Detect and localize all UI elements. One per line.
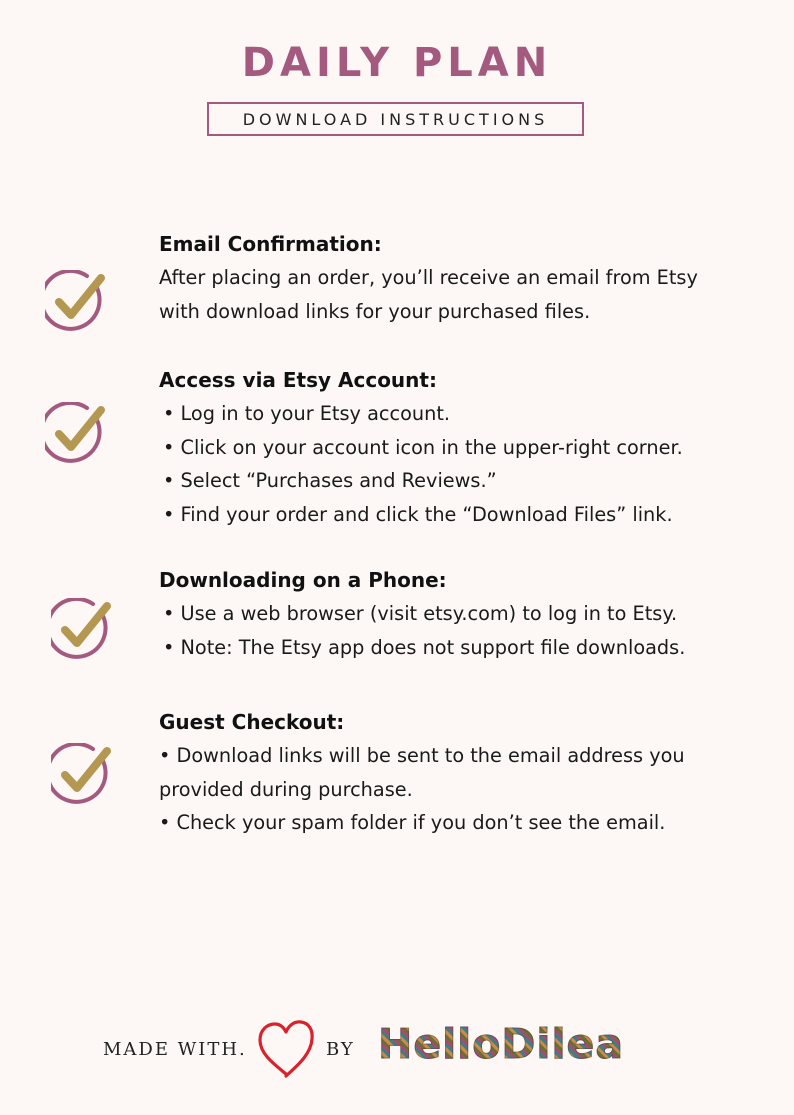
section-heading: Access via Etsy Account: (159, 368, 437, 392)
section-heading: Downloading on a Phone: (159, 568, 447, 592)
section-line: • Check your spam folder if you don’t see the email. (159, 811, 666, 834)
page-title: DAILY PLAN (241, 40, 553, 86)
heart-icon (256, 1018, 316, 1080)
section-line: • Use a web browser (visit etsy.com) to log in to Etsy. (163, 602, 678, 625)
subtitle-box (207, 102, 584, 136)
section-etsy-account (159, 364, 759, 531)
section-line: • Select “Purchases and Reviews.” (163, 469, 497, 492)
section-guest-checkout (159, 706, 759, 840)
checkmark-icon (51, 598, 115, 662)
by-text: BY (326, 1039, 355, 1060)
section-line: After placing an order, you’ll receive an email from Etsy (159, 266, 698, 289)
section-line: • Log in to your Etsy account. (163, 402, 451, 425)
section-line: • Click on your account icon in the upper-right corner. (163, 435, 683, 459)
section-line: with download links for your purchased files. (159, 299, 591, 323)
section-line: • Find your order and click the “Download Files” link. (163, 502, 673, 526)
checkmark-icon (45, 402, 109, 466)
section-phone-download (159, 564, 759, 664)
section-email-confirmation (159, 228, 759, 328)
page-subtitle: DOWNLOAD INSTRUCTIONS (242, 109, 549, 129)
brand-logo-text: HelloDilea (378, 1020, 625, 1068)
made-with-text: MADE WITH. (103, 1039, 247, 1060)
section-line: • Note: The Etsy app does not support file downloads. (163, 635, 686, 659)
section-line: provided during purchase. (159, 777, 413, 801)
checkmark-icon (45, 270, 109, 334)
checkmark-icon (51, 743, 115, 807)
section-heading: Email Confirmation: (159, 232, 382, 256)
section-heading: Guest Checkout: (159, 710, 345, 734)
section-line: • Download links will be sent to the email address you (159, 744, 685, 767)
